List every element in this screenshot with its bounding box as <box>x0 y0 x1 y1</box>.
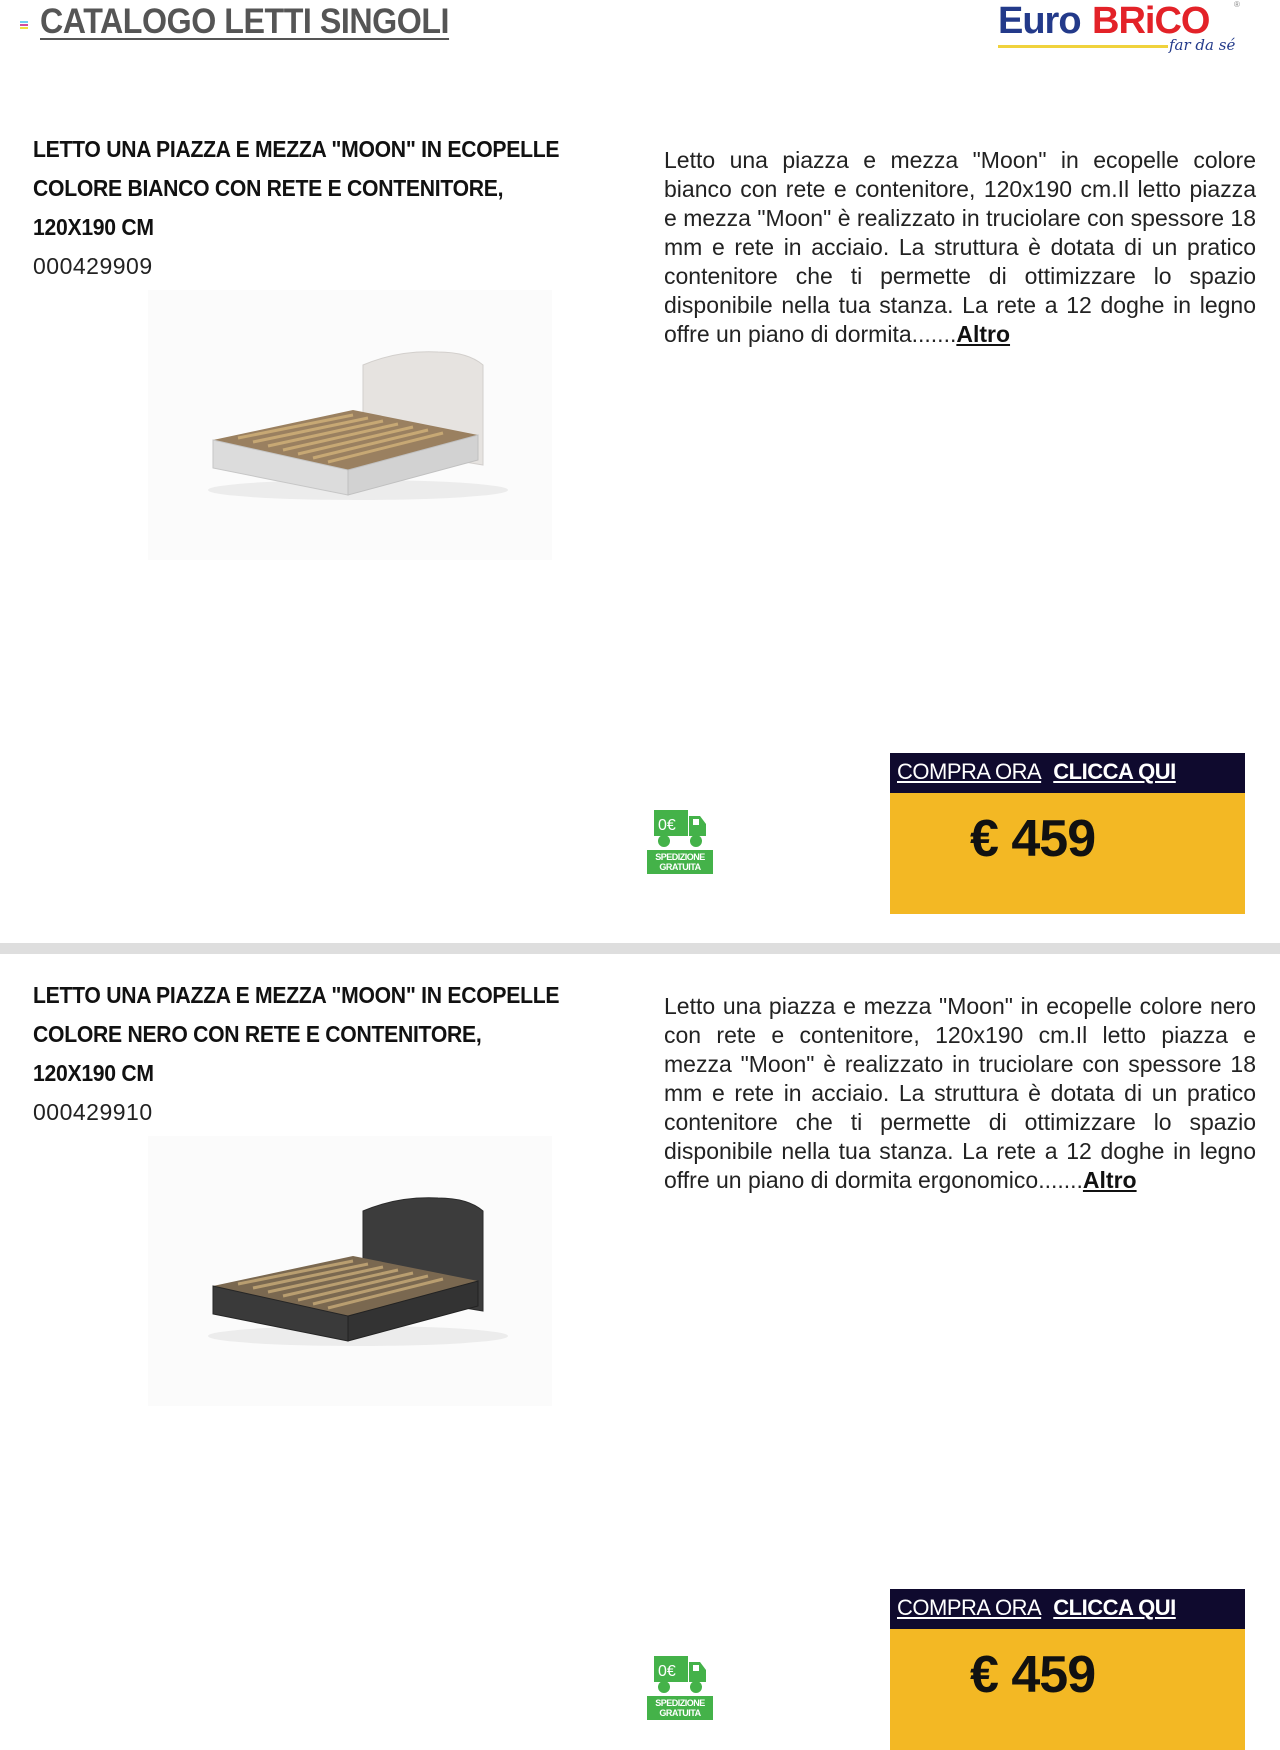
logo-brico-text: BRiCO <box>1092 0 1210 42</box>
price-box <box>890 1589 1245 1750</box>
description-text: Letto una piazza e mezza "Moon" in ecopelle colore bianco con rete e contenitore, 120x190 cm.Il letto piazza e mezza "Moon" è realizzato in truciolare con spessore 18 mm e rete in acciaio. La struttura è dotata di un pratico contenitore che ti permette di ottimizzare lo spazio disponibile nella tua stanza. La rete a 12 doghe in legno offre un piano di dormita....... <box>664 147 1256 347</box>
logo-underline <box>998 45 1168 48</box>
shipping-line1: SPEDIZIONE <box>655 1698 705 1708</box>
product-title[interactable] <box>33 976 585 1093</box>
product-title-line: LETTO UNA PIAZZA E MEZZA "MOON" IN ECOPELLE <box>33 982 560 1008</box>
product-image-black-bed[interactable] <box>148 1136 552 1406</box>
page-header <box>0 0 1280 80</box>
buy-now-button[interactable] <box>890 1589 1245 1629</box>
truck-icon <box>654 810 706 848</box>
shipping-line1: SPEDIZIONE <box>655 852 705 862</box>
shipping-line2: GRATUITA <box>659 1708 701 1718</box>
registered-mark: ® <box>1234 0 1240 9</box>
price-panel <box>890 1629 1245 1750</box>
logo-tagline: far da sé <box>1169 36 1236 54</box>
eurobrico-logo[interactable] <box>996 0 1246 58</box>
free-shipping-label <box>647 850 713 874</box>
section-divider <box>0 943 1280 954</box>
more-link[interactable]: Altro <box>956 321 1011 347</box>
product-code: 000429909 <box>33 253 153 279</box>
free-shipping-label <box>647 1696 713 1720</box>
buy-now-label[interactable]: COMPRA ORA <box>897 1595 1042 1620</box>
svg-text:0€: 0€ <box>658 1663 676 1680</box>
product-title-line: COLORE NERO CON RETE E CONTENITORE, <box>33 1021 482 1047</box>
page-title[interactable]: CATALOGO LETTI SINGOLI <box>40 2 450 41</box>
product-title-line: 120X190 CM <box>33 1060 154 1086</box>
product-title-line: COLORE BIANCO CON RETE E CONTENITORE, <box>33 175 504 201</box>
product-description <box>664 146 1256 349</box>
free-shipping-badge <box>647 1656 713 1722</box>
price-box <box>890 753 1245 914</box>
truck-icon <box>654 1656 706 1694</box>
product-title[interactable] <box>33 130 585 247</box>
bed-illustration-icon <box>148 290 552 560</box>
buy-now-button[interactable] <box>890 753 1245 793</box>
product-title-line: LETTO UNA PIAZZA E MEZZA "MOON" IN ECOPELLE <box>33 136 560 162</box>
product-price: € 459 <box>970 1646 1096 1704</box>
description-text: Letto una piazza e mezza "Moon" in ecopelle colore nero con rete e contenitore, 120x190 cm.Il letto piazza e mezza "Moon" è realizzato in truciolare con spessore 18 mm e rete in acciaio. La struttura è dotata di un pratico contenitore che ti permette di ottimizzare lo spazio disponibile nella tua stanza. La rete a 12 doghe in legno offre un piano di dormita ergonomico....... <box>664 993 1256 1193</box>
price-panel <box>890 793 1245 914</box>
product-title-line: 120X190 CM <box>33 214 154 240</box>
color-bars-icon <box>20 21 28 30</box>
svg-text:0€: 0€ <box>658 817 676 834</box>
product-image-white-bed[interactable] <box>148 290 552 560</box>
more-link[interactable]: Altro <box>1082 1167 1137 1193</box>
product-price: € 459 <box>970 810 1096 868</box>
product-code: 000429910 <box>33 1099 153 1125</box>
bed-illustration-icon <box>148 1136 552 1406</box>
shipping-line2: GRATUITA <box>659 862 701 872</box>
product-description <box>664 992 1256 1195</box>
free-shipping-badge <box>647 810 713 876</box>
buy-now-label[interactable]: COMPRA ORA <box>897 759 1042 784</box>
logo-euro-text: Euro <box>998 0 1081 42</box>
click-here-link[interactable]: CLICCA QUI <box>1053 759 1176 784</box>
click-here-link[interactable]: CLICCA QUI <box>1053 1595 1176 1620</box>
